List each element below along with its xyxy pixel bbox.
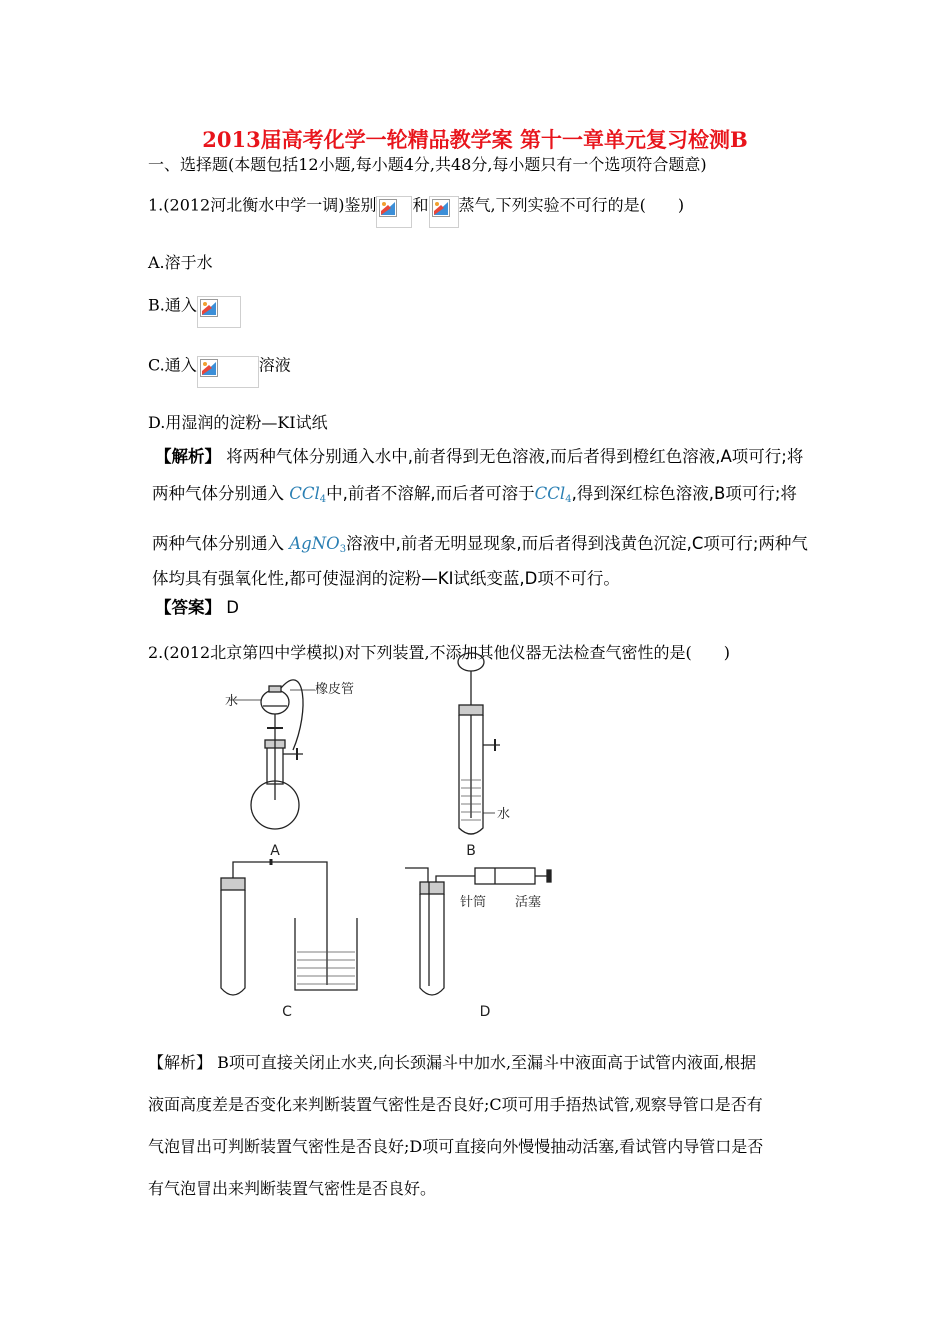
q1-option-c [148, 350, 291, 382]
q2-analysis-line-1 [148, 1050, 756, 1073]
label-water: 水 [225, 694, 239, 709]
formula-ccl4 [535, 484, 572, 503]
stopper [459, 705, 483, 715]
q2-analysis-line-2: 液面高度差是否变化来判断装置气密性是否良好;C项可用手捂热试管,观察导管口是否有 [148, 1095, 763, 1114]
syringe [475, 868, 535, 884]
separatory-funnel [261, 690, 289, 714]
formula-text: CCl [289, 484, 320, 503]
label-d: D [479, 1004, 491, 1020]
q1-stem-end: 蒸气,下列实验不可行的是( ) [458, 195, 685, 215]
analysis-text: B项可直接关闭止水夹,向长颈漏斗中加水,至漏斗中液面高于试管内液面,根据 [217, 1053, 757, 1072]
q2-analysis-line-4: 有气泡冒出来判断装置气密性是否良好。 [148, 1179, 437, 1198]
label-rubber-tube: 橡皮管 [315, 682, 355, 697]
formula-subscript: 3 [339, 544, 347, 555]
q1-analysis-line-3 [152, 530, 808, 555]
q1-analysis-line-2 [152, 480, 797, 505]
apparatus-c [221, 859, 357, 1020]
analysis-text: ,得到深红棕色溶液,B项可行;将 [571, 484, 797, 503]
q1-answer [155, 594, 239, 618]
formula-image-placeholder [429, 196, 459, 228]
formula-subscript: 4 [319, 494, 327, 505]
apparatus-a [225, 680, 354, 859]
analysis-text: 溶液中,前者无明显现象,而后者得到浅黄色沉淀,C项可行;两种气 [346, 534, 808, 553]
q1-analysis-line-4: 体均具有强氧化性,都可使湿润的淀粉—KI试纸变蓝,D项不可行。 [152, 569, 620, 588]
analysis-text: 将两种气体分别通入水中,前者得到无色溶液,而后者得到橙红色溶液,A项可行;将 [226, 447, 804, 466]
formula-text: CCl [534, 484, 566, 503]
q1-stem-start: 1.(2012河北衡水中学一调)鉴别 [148, 195, 377, 215]
analysis-text: 两种气体分别通入 [152, 484, 284, 503]
formula-agno3 [289, 534, 346, 553]
q1-option-c-tail: 溶液 [258, 355, 291, 375]
label-syringe: 针筒 [460, 895, 487, 910]
apparatus-d [405, 868, 551, 1020]
answer-label: 【答案】 [155, 598, 221, 617]
formula-image-placeholder [197, 296, 241, 328]
q1-analysis-line-1 [155, 443, 803, 467]
page-title: 2013届高考化学一轮精品教学案 第十一章单元复习检测B [202, 127, 748, 152]
section-header: 一、选择题(本题包括12小题,每小题4分,共48分,每小题只有一个选项符合题意) [148, 155, 707, 174]
formula-image-placeholder [197, 356, 259, 388]
label-a: A [270, 843, 280, 859]
label-b: B [466, 843, 476, 859]
test-tube [221, 890, 245, 995]
q2-stem: 2.(2012北京第四中学模拟)对下列装置,不添加其他仪器无法检查气密性的是( ) [148, 643, 731, 662]
stopper [420, 882, 444, 894]
test-tube [420, 894, 444, 995]
funnel-bulb [458, 653, 484, 671]
broken-image-icon [200, 299, 218, 317]
q1-option-b-text: B.通入 [148, 295, 197, 315]
q2-analysis-line-3: 气泡冒出可判断装置气密性是否良好;D项可直接向外慢慢抽动活塞,看试管内导管口是否 [148, 1137, 764, 1156]
q1-option-c-text: C.通入 [148, 355, 197, 375]
q1-option-d: D.用湿润的淀粉—KI试纸 [148, 413, 328, 432]
analysis-text: 中,前者不溶解,而后者可溶于 [326, 484, 535, 503]
label-c: C [282, 1004, 292, 1020]
analysis-label: 【解析】 [148, 1053, 213, 1072]
analysis-label: 【解析】 [155, 447, 221, 466]
formula-ccl4 [289, 484, 326, 503]
delivery-tube [233, 862, 327, 985]
label-water-b: 水 [497, 807, 511, 822]
label-piston: 活塞 [515, 895, 542, 910]
q1-stem [148, 190, 684, 222]
broken-image-icon [432, 199, 450, 217]
stopper [221, 878, 245, 890]
formula-text: AgNO [289, 534, 340, 553]
broken-image-icon [200, 359, 218, 377]
formula-subscript: 4 [565, 494, 572, 505]
apparatus-b [458, 653, 510, 859]
broken-image-icon [379, 199, 397, 217]
analysis-text: 两种气体分别通入 [152, 534, 284, 553]
q1-option-b [148, 290, 241, 322]
formula-image-placeholder [376, 196, 412, 228]
piston [547, 870, 551, 882]
q1-stem-and: 和 [412, 195, 429, 215]
q1-option-a: A.溶于水 [148, 253, 213, 272]
apparatus-diagram [215, 650, 585, 1025]
answer-value: D [226, 598, 239, 617]
beaker [295, 918, 357, 990]
